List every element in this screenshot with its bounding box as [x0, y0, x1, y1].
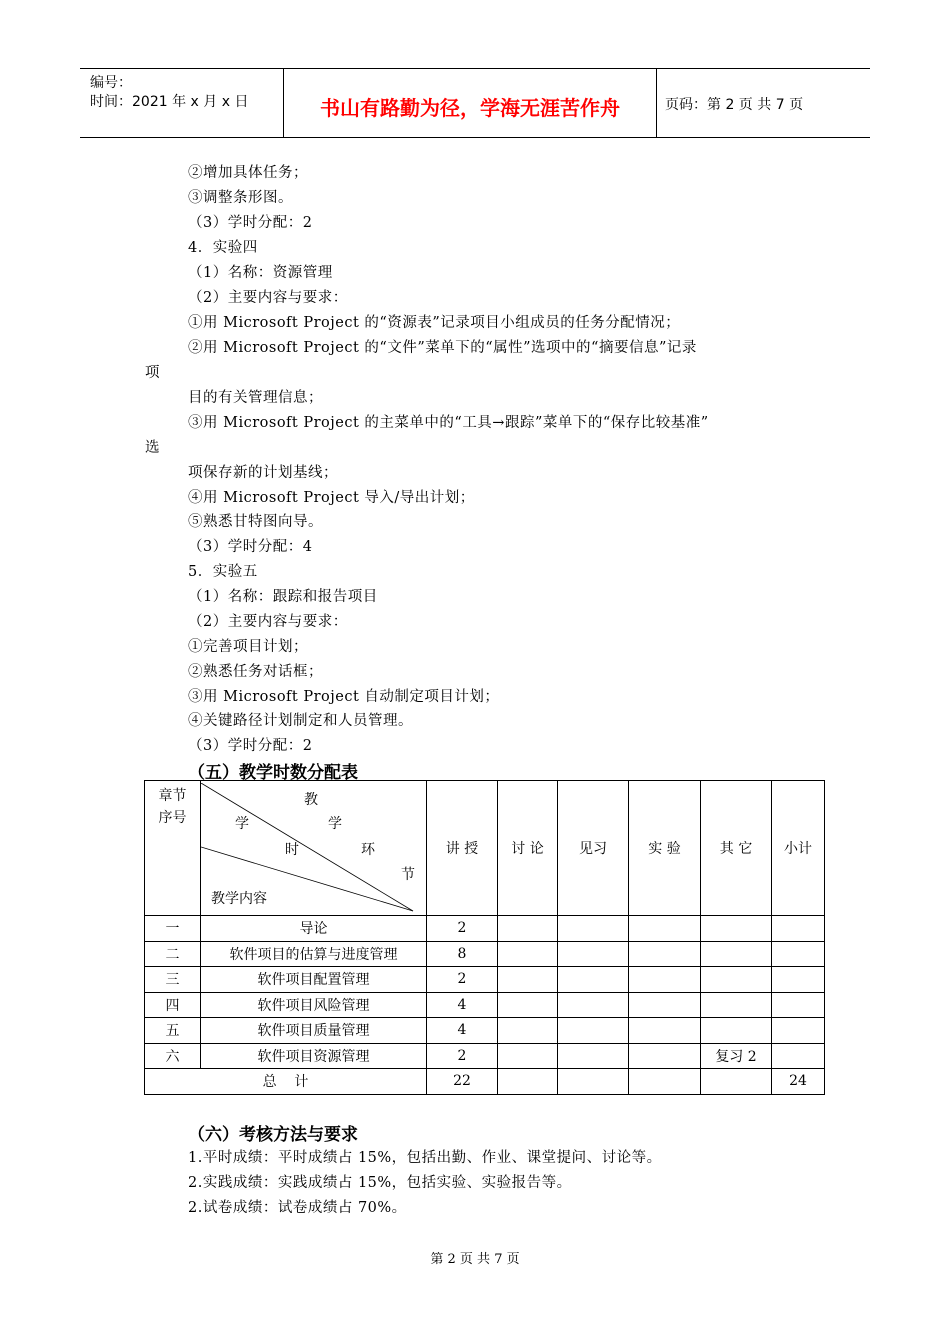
- diagonal-header-cell: [201, 781, 427, 916]
- chapter-header-cell: [145, 781, 201, 916]
- row-other: [701, 941, 772, 967]
- row-practice: [558, 916, 629, 942]
- header-motto-cell: [284, 69, 657, 137]
- total-lecture: 22: [427, 1069, 498, 1095]
- row-lab: [629, 1043, 701, 1069]
- row-content: 软件项目质量管理: [201, 1018, 427, 1044]
- table-row: [145, 967, 825, 993]
- body-line: （2）主要内容与要求：: [188, 614, 348, 630]
- sequence-label: 序号: [158, 810, 187, 826]
- body-line: ④用 Microsoft Project 导入/导出计划；: [188, 490, 475, 506]
- row-discuss: [498, 916, 558, 942]
- body-line: ①完善项目计划；: [188, 639, 308, 655]
- body-line: （3）学时分配：2: [188, 738, 313, 754]
- row-discuss: [498, 941, 558, 967]
- column-header: 讲 授: [427, 781, 498, 916]
- body-line: ③用 Microsoft Project 自动制定项目计划；: [188, 689, 500, 705]
- row-other: [701, 916, 772, 942]
- number-label: 编号：: [90, 75, 132, 91]
- row-content: 导论: [201, 916, 427, 942]
- row-subtotal: [772, 916, 825, 942]
- row-discuss: [498, 1018, 558, 1044]
- row-lab: [629, 941, 701, 967]
- header-page-cell: [657, 69, 870, 137]
- row-lecture: 4: [427, 1018, 498, 1044]
- body-line: （2）主要内容与要求：: [188, 290, 348, 306]
- assessment-line: 2.实践成绩：实践成绩占 15%，包括实验、实验报告等。: [188, 1175, 572, 1191]
- assessment-line: 2.试卷成绩：试卷成绩占 70%。: [188, 1200, 407, 1216]
- row-subtotal: [772, 1043, 825, 1069]
- total-other: [701, 1069, 772, 1095]
- body-line: ⑤熟悉甘特图向导。: [188, 514, 323, 530]
- row-practice: [558, 967, 629, 993]
- row-practice: [558, 1018, 629, 1044]
- row-lab: [629, 992, 701, 1018]
- row-lab: [629, 1018, 701, 1044]
- row-other: [701, 967, 772, 993]
- table-row: [145, 992, 825, 1018]
- row-discuss: [498, 967, 558, 993]
- row-other: [701, 1018, 772, 1044]
- total-discuss: [498, 1069, 558, 1095]
- row-discuss: [498, 1043, 558, 1069]
- row-number: 四: [145, 992, 201, 1018]
- column-header: 实 验: [629, 781, 701, 916]
- row-content: 软件项目配置管理: [201, 967, 427, 993]
- row-content: 软件项目的估算与进度管理: [201, 941, 427, 967]
- column-header: 讨 论: [498, 781, 558, 916]
- row-number: 六: [145, 1043, 201, 1069]
- column-header: 小计: [772, 781, 825, 916]
- total-lab: [629, 1069, 701, 1095]
- row-other: 复习 2: [701, 1043, 772, 1069]
- header-char-xue1: 学: [235, 816, 249, 832]
- body-line: ②增加具体任务；: [188, 165, 308, 181]
- total-label: 总 计: [145, 1069, 427, 1095]
- row-lecture: 8: [427, 941, 498, 967]
- total-practice: [558, 1069, 629, 1095]
- body-line: ②用 Microsoft Project 的“文件”菜单下的“属性”选项中的“摘要信息”记录: [188, 340, 697, 356]
- hours-table: [144, 780, 825, 1095]
- table-header-row: [145, 781, 825, 916]
- row-lecture: 4: [427, 992, 498, 1018]
- row-lecture: 2: [427, 1043, 498, 1069]
- row-lab: [629, 916, 701, 942]
- body-line: （3）学时分配：4: [188, 539, 313, 555]
- row-number: 二: [145, 941, 201, 967]
- table-row: [145, 941, 825, 967]
- row-subtotal: [772, 967, 825, 993]
- body-line: 选: [145, 440, 160, 456]
- chapter-label: 章节: [158, 788, 187, 804]
- body-line: 项: [145, 365, 160, 381]
- row-discuss: [498, 992, 558, 1018]
- row-other: [701, 992, 772, 1018]
- row-number: 三: [145, 967, 201, 993]
- row-lecture: 2: [427, 967, 498, 993]
- row-practice: [558, 1043, 629, 1069]
- total-subtotal: 24: [772, 1069, 825, 1095]
- header-char-jiao: 教: [304, 792, 318, 808]
- row-subtotal: [772, 941, 825, 967]
- row-lab: [629, 967, 701, 993]
- header-char-huan: 环: [361, 842, 375, 858]
- body-line: （3）学时分配：2: [188, 215, 313, 231]
- assessment-line: 1.平时成绩：平时成绩占 15%，包括出勤、作业、课堂提问、讨论等。: [188, 1150, 662, 1166]
- body-line: ③调整条形图。: [188, 190, 293, 206]
- row-number: 一: [145, 916, 201, 942]
- section-title-schedule: （五）教学时数分配表: [188, 763, 358, 783]
- section-title-assessment: （六）考核方法与要求: [188, 1125, 358, 1145]
- table-row: [145, 1018, 825, 1044]
- content-label: 教学内容: [211, 891, 267, 907]
- body-line: ②熟悉任务对话框；: [188, 664, 323, 680]
- column-header: 其 它: [701, 781, 772, 916]
- row-practice: [558, 992, 629, 1018]
- row-number: 五: [145, 1018, 201, 1044]
- body-line: ③用 Microsoft Project 的主菜单中的“工具→跟踪”菜单下的“保存比较基准”: [188, 415, 709, 431]
- motto: 书山有路勤为径，学海无涯苦作舟: [320, 96, 620, 120]
- header-char-xue2: 学: [328, 816, 342, 832]
- body-line: 5．实验五: [188, 564, 258, 580]
- column-header: 见习: [558, 781, 629, 916]
- body-line: 项保存新的计划基线；: [188, 465, 338, 481]
- header-meta: [80, 69, 284, 137]
- row-practice: [558, 941, 629, 967]
- page-header: [80, 68, 870, 138]
- time-label: 时间：2021 年 x 月 x 日: [90, 94, 249, 110]
- page-number-label: 页码：第 2 页 共 7 页: [665, 97, 804, 113]
- row-subtotal: [772, 1018, 825, 1044]
- row-content: 软件项目风险管理: [201, 992, 427, 1018]
- table-row: [145, 916, 825, 942]
- body-line: ①用 Microsoft Project 的“资源表”记录项目小组成员的任务分配情况；: [188, 315, 681, 331]
- header-char-shi: 时: [285, 842, 299, 858]
- body-line: （1）名称：跟踪和报告项目: [188, 589, 378, 605]
- row-subtotal: [772, 992, 825, 1018]
- row-content: 软件项目资源管理: [201, 1043, 427, 1069]
- body-line: （1）名称：资源管理: [188, 265, 333, 281]
- page-footer: 第 2 页 共 7 页: [430, 1252, 520, 1267]
- row-lecture: 2: [427, 916, 498, 942]
- body-line: 4．实验四: [188, 240, 258, 256]
- table-row: [145, 1043, 825, 1069]
- body-line: 目的有关管理信息；: [188, 390, 323, 406]
- total-row: [145, 1069, 825, 1095]
- header-char-jie: 节: [401, 867, 415, 883]
- body-line: ④关键路径计划制定和人员管理。: [188, 713, 413, 729]
